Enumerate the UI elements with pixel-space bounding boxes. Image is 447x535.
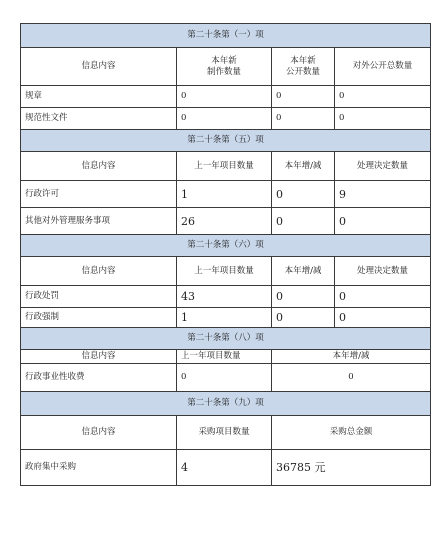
table-row <box>21 86 431 108</box>
row-label: 行政许可 <box>21 181 177 208</box>
cell-value: 0 <box>272 86 335 108</box>
col-header-total-public: 对外公开总数量 <box>335 48 431 86</box>
cell-value: 0 <box>335 208 431 235</box>
col-header-content: 信息内容 <box>21 152 177 181</box>
disclosure-table <box>20 23 431 486</box>
header-row <box>21 257 431 286</box>
section-title: 第二十条第（六）项 <box>21 235 431 257</box>
col-header-content: 信息内容 <box>21 48 177 86</box>
row-label: 行政强制 <box>21 308 177 328</box>
col-header-change: 本年增/减 <box>272 152 335 181</box>
cell-value: 4 <box>177 450 272 486</box>
cell-value: 0 <box>272 108 335 130</box>
col-header-content: 信息内容 <box>21 257 177 286</box>
header-row <box>21 152 431 181</box>
header-row <box>21 350 431 364</box>
cell-value: 0 <box>272 286 335 308</box>
col-header-content: 信息内容 <box>21 350 177 364</box>
col-header-new-made <box>177 48 272 86</box>
section-header-9 <box>21 392 431 416</box>
section-header-6 <box>21 235 431 257</box>
col-header-change: 本年增/减 <box>272 257 335 286</box>
section-header-1 <box>21 24 431 48</box>
row-label: 其他对外管理服务事项 <box>21 208 177 235</box>
section-title: 第二十条第（五）项 <box>21 130 431 152</box>
cell-value: 0 <box>272 308 335 328</box>
section-header-5 <box>21 130 431 152</box>
col-header-content: 信息内容 <box>21 416 177 450</box>
section-title: 第二十条第（一）项 <box>21 24 431 48</box>
col-header-last-year: 上一年项目数量 <box>177 257 272 286</box>
cell-value: 36785 元 <box>272 450 431 486</box>
cell-value: 0 <box>272 208 335 235</box>
section-title: 第二十条第（九）项 <box>21 392 431 416</box>
cell-value: 0 <box>335 286 431 308</box>
row-label: 政府集中采购 <box>21 450 177 486</box>
section-title: 第二十条第（八）项 <box>21 328 431 350</box>
col-header-new-public <box>272 48 335 86</box>
col-header-last-year: 上一年项目数量 <box>177 350 272 364</box>
cell-value: 1 <box>177 308 272 328</box>
row-label: 规范性文件 <box>21 108 177 130</box>
row-label: 行政事业性收费 <box>21 364 177 392</box>
cell-value: 0 <box>335 308 431 328</box>
table-row <box>21 108 431 130</box>
cell-value: 1 <box>177 181 272 208</box>
cell-value: 0 <box>177 108 272 130</box>
table-row <box>21 364 431 392</box>
table-row <box>21 181 431 208</box>
cell-value: 0 <box>272 364 431 392</box>
cell-value: 0 <box>335 86 431 108</box>
col-header-decisions: 处理决定数量 <box>335 257 431 286</box>
section-header-8 <box>21 328 431 350</box>
cell-value: 0 <box>335 108 431 130</box>
cell-value: 0 <box>177 86 272 108</box>
col-header-purchase-total: 采购总金额 <box>272 416 431 450</box>
header-row <box>21 416 431 450</box>
header-row <box>21 48 431 86</box>
table-row <box>21 308 431 328</box>
header-text: 本年新 制作数量 <box>206 55 241 77</box>
cell-value: 0 <box>177 364 272 392</box>
table-row <box>21 208 431 235</box>
header-text: 本年新 公开数量 <box>285 55 320 77</box>
cell-value: 26 <box>177 208 272 235</box>
col-header-change: 本年增/减 <box>272 350 431 364</box>
table-row <box>21 450 431 486</box>
col-header-last-year: 上一年项目数量 <box>177 152 272 181</box>
cell-value: 0 <box>272 181 335 208</box>
row-label: 行政处罚 <box>21 286 177 308</box>
cell-value: 43 <box>177 286 272 308</box>
cell-value: 9 <box>335 181 431 208</box>
row-label: 规章 <box>21 86 177 108</box>
col-header-purchase-count: 采购项目数量 <box>177 416 272 450</box>
table-row <box>21 286 431 308</box>
col-header-decisions: 处理决定数量 <box>335 152 431 181</box>
